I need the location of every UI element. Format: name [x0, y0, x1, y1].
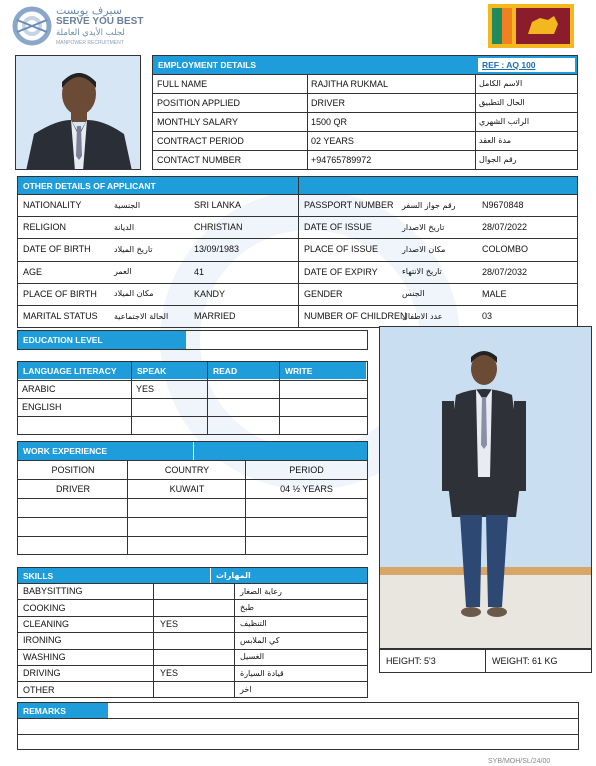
- applicant-value: 41: [194, 266, 205, 277]
- passport-label-arabic: مكان الاصدار: [402, 244, 446, 254]
- applicant-value: MARRIED: [194, 311, 236, 322]
- applicant-label: AGE: [23, 266, 43, 277]
- skill-value: [156, 649, 234, 665]
- skill-label: DRIVING: [23, 668, 61, 679]
- skill-label: IRONING: [23, 635, 62, 646]
- employment-label-arabic: الراتب الشهري: [479, 117, 530, 126]
- work-experience-cell: DRIVER: [55, 483, 90, 494]
- applicant-label: RELIGION: [23, 222, 67, 233]
- skill-value: [156, 681, 234, 697]
- column-divider: [127, 461, 128, 554]
- language-header-label: WRITE: [285, 365, 313, 376]
- passport-label: DATE OF ISSUE: [304, 222, 372, 233]
- applicant-label-arabic: الديانة: [114, 222, 135, 232]
- other-details-header: [18, 177, 298, 194]
- employment-value: RAJITHA RUKMAL: [311, 78, 389, 89]
- footer-code: SYB/MOH/SL/24/00: [488, 758, 551, 765]
- work-experience-cell: [246, 536, 367, 555]
- language-cell: ENGLISH: [22, 402, 62, 412]
- applicant-label: MARITAL STATUS: [23, 311, 98, 322]
- column-divider: [153, 583, 154, 697]
- skill-value: [156, 599, 234, 615]
- language-header-label: READ: [213, 365, 238, 376]
- language-cell: [208, 380, 280, 398]
- skill-label-arabic: طبخ: [240, 603, 254, 613]
- passport-label-arabic: تاريخ الاصدار: [402, 222, 445, 232]
- employment-value: DRIVER: [311, 97, 346, 108]
- passport-label-arabic: رقم جواز السفر: [402, 200, 456, 210]
- employment-value: +94765789972: [311, 154, 372, 165]
- full-body-photo: [379, 326, 592, 649]
- column-divider: [245, 461, 246, 554]
- row-divider: [153, 74, 577, 75]
- language-header-label: SPEAK: [137, 365, 167, 376]
- employment-label: POSITION APPLIED: [157, 97, 241, 108]
- applicant-label-arabic: العمر: [114, 267, 132, 277]
- passport-value: N9670848: [482, 200, 524, 211]
- skill-label: WASHING: [23, 651, 66, 662]
- language-table-header: [280, 362, 366, 379]
- logo-emblem-icon: [12, 6, 52, 46]
- weight-value: WEIGHT: 61 KG: [492, 656, 558, 666]
- passport-label: DATE OF EXPIRY: [304, 266, 378, 277]
- skill-label: BABYSITTING: [23, 586, 83, 597]
- sri-lanka-flag-icon: [488, 4, 574, 48]
- skill-label-arabic: كي الملابس: [240, 635, 280, 645]
- skill-label: COOKING: [23, 602, 66, 613]
- language-cell: ARABIC: [22, 384, 56, 394]
- work-experience-cell: [128, 498, 246, 517]
- language-cell: [18, 416, 132, 434]
- skill-value: [156, 583, 234, 599]
- applicant-value: SRI LANKA: [194, 200, 242, 211]
- employment-label: MONTHLY SALARY: [157, 116, 239, 127]
- other-details-header-right: [299, 177, 577, 194]
- work-experience-column-header: POSITION: [51, 465, 95, 475]
- portrait-photo: [15, 55, 141, 170]
- applicant-label: PLACE OF BIRTH: [23, 288, 97, 299]
- skills-title-arabic: المهارات: [216, 571, 251, 580]
- portrait-figure-icon: [16, 56, 141, 170]
- column-divider: [234, 583, 235, 697]
- work-experience-title: WORK EXPERIENCE: [23, 446, 108, 456]
- passport-label: NUMBER OF CHILDREN: [304, 311, 407, 322]
- language-table-header: [132, 362, 207, 379]
- skill-label-arabic: رعاية الصغار: [240, 586, 282, 596]
- passport-label: GENDER: [304, 288, 343, 299]
- language-table-header: [18, 362, 131, 379]
- language-header-label: LANGUAGE LITERACY: [23, 365, 117, 376]
- logo-tagline: MANPOWER RECRUITMENT: [56, 40, 124, 46]
- work-experience-cell: [18, 498, 128, 517]
- passport-label: PLACE OF ISSUE: [304, 244, 379, 255]
- skills-header-arabic: [211, 568, 367, 583]
- work-experience-cell: [246, 517, 367, 536]
- language-cell: [132, 398, 208, 416]
- skill-label-arabic: الغسيل: [240, 652, 265, 662]
- passport-value: COLOMBO: [482, 244, 529, 255]
- column-divider: [131, 362, 132, 434]
- other-details-title: OTHER DETAILS OF APPLICANT: [23, 180, 156, 191]
- employment-label-arabic: الاسم الكامل: [479, 79, 523, 88]
- reference-number: REF : AQ 100: [478, 58, 575, 72]
- applicant-value: CHRISTIAN: [194, 222, 243, 233]
- work-experience-cell: [18, 517, 128, 536]
- applicant-label-arabic: الجنسية: [114, 200, 141, 210]
- skill-value: [156, 632, 234, 648]
- skill-value: YES: [160, 668, 179, 679]
- work-experience-column-header: PERIOD: [289, 465, 324, 475]
- language-table-header: [208, 362, 279, 379]
- passport-value: MALE: [482, 288, 507, 299]
- applicant-label: NATIONALITY: [23, 200, 82, 211]
- passport-value: 28/07/2022: [482, 222, 528, 233]
- work-experience-cell: [246, 498, 367, 517]
- employment-label: CONTRACT PERIOD: [157, 135, 244, 146]
- work-experience-cell: [128, 517, 246, 536]
- education-level-header: [18, 331, 186, 349]
- work-experience-header-right: [194, 442, 367, 460]
- column-divider: [279, 362, 280, 434]
- applicant-value: 13/09/1983: [194, 244, 240, 255]
- employment-value: 1500 QR: [311, 116, 348, 127]
- skill-value: YES: [160, 618, 179, 629]
- applicant-label-arabic: مكان الميلاد: [114, 289, 154, 299]
- work-experience-cell: KUWAIT: [169, 483, 205, 494]
- logo-arabic-sub: لجلب الأيدي العاملة: [56, 28, 125, 38]
- language-cell: [280, 398, 367, 416]
- work-experience-header: [18, 442, 193, 460]
- logo-name: SERVE YOU BEST: [56, 16, 144, 27]
- work-experience-cell: 04 ½ YEARS: [280, 483, 333, 494]
- passport-label-arabic: تاريخ الانتهاء: [402, 267, 442, 277]
- language-cell: [208, 398, 280, 416]
- skill-label-arabic: قيادة السيارة: [240, 668, 284, 678]
- education-level-value: [188, 331, 366, 349]
- applicant-value: KANDY: [194, 288, 226, 299]
- work-experience-column-header: COUNTRY: [164, 465, 210, 475]
- remarks-title: REMARKS: [23, 705, 66, 716]
- passport-value: 28/07/2032: [482, 266, 528, 277]
- skill-label: OTHER: [23, 684, 55, 695]
- skills-header: [18, 568, 210, 583]
- passport-label: PASSPORT NUMBER: [304, 200, 394, 211]
- passport-value: 03: [482, 311, 493, 322]
- work-experience-cell: [128, 536, 246, 555]
- language-cell: [280, 380, 367, 398]
- employment-label: FULL NAME: [157, 78, 208, 89]
- applicant-label-arabic: تاريخ الميلاد: [114, 244, 153, 254]
- employment-label-arabic: مدة العقد: [479, 136, 511, 145]
- skills-title: SKILLS: [23, 570, 54, 581]
- applicant-label-arabic: الحالة الاجتماعية: [114, 311, 169, 321]
- employment-label-arabic: رقم الجوال: [479, 155, 517, 164]
- education-level-title: EDUCATION LEVEL: [23, 335, 103, 345]
- language-cell: [132, 416, 208, 434]
- employment-label-arabic: الحال التطبيق: [479, 98, 525, 107]
- height-value: HEIGHT: 5'3: [386, 656, 436, 666]
- remarks-header: [18, 703, 108, 718]
- work-experience-cell: [18, 536, 128, 555]
- language-cell: [208, 416, 280, 434]
- skill-label-arabic: التنظيف: [240, 619, 267, 629]
- skill-label-arabic: اخر: [240, 685, 252, 695]
- passport-label-arabic: عدد الاطفال: [402, 311, 443, 321]
- employment-details-title: EMPLOYMENT DETAILS: [158, 60, 257, 70]
- remarks-value: [22, 720, 572, 734]
- logo-arabic: سيرف يوبست: [56, 4, 122, 17]
- standing-figure-icon: [380, 327, 592, 649]
- language-cell: [280, 416, 367, 434]
- column-divider: [207, 362, 208, 434]
- language-cell: YES: [136, 384, 155, 394]
- employment-label: CONTACT NUMBER: [157, 154, 242, 165]
- company-logo: [12, 4, 152, 48]
- employment-value: 02 YEARS: [311, 135, 354, 146]
- passport-label-arabic: الجنس: [402, 289, 425, 299]
- applicant-label: DATE OF BIRTH: [23, 244, 91, 255]
- skill-label: CLEANING: [23, 618, 70, 629]
